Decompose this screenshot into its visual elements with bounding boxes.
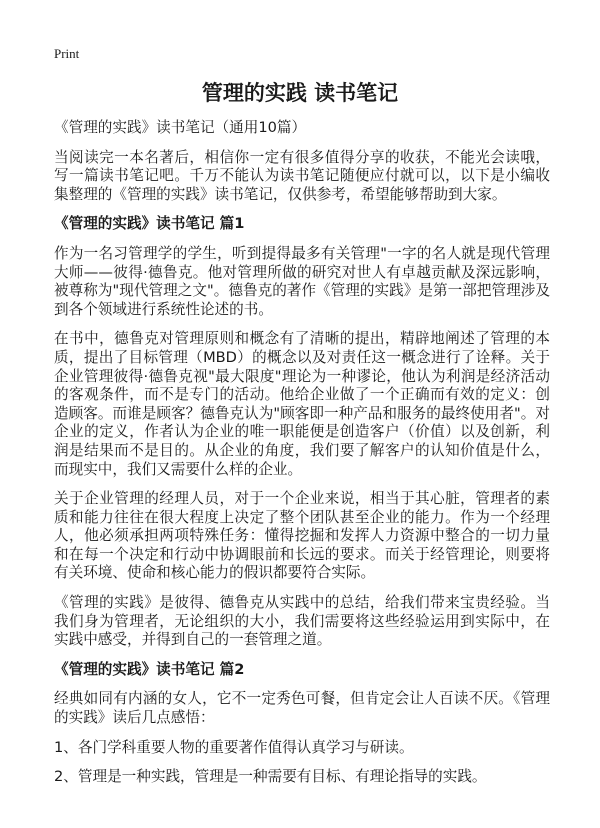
paragraph: 经典如同有内涵的女人，它不一定秀色可餐，但肯定会让人百读不厌。《管理的实践》读后几点感悟： — [54, 690, 550, 727]
list-item: 1、各门学科重要人物的重要著作值得认真学习与研读。 — [54, 738, 414, 756]
paragraph: 作为一名习管理学的学生，听到提得最多有关管理"一字的名人就是现代管理大师——彼得·德鲁克。他对管理所做的研究对世人有卓越贡献及深远影响，被尊称为"现代管理之文"。德鲁克的著作《管理的实践》是第一部把管理涉及到各个领域进行系统性论述的书。 — [54, 244, 550, 318]
list-item: 2、管理是一种实践，管理是一种需要有目标、有理论指导的实践。 — [54, 768, 487, 786]
subtitle: 《管理的实践》读书笔记（通用10篇） — [54, 119, 307, 136]
document-body — [54, 119, 550, 798]
section-heading: 《管理的实践》读书笔记 篇1 — [54, 215, 245, 233]
intro-paragraph: 当阅读完一本名著后，相信你一定有很多值得分享的收获，不能光会读哦，写一篇读书笔记吧。千万不能认为读书笔记随便应付就可以，以下是小编收集整理的《管理的实践》读书笔记，仅供参考，希望能够帮助到大家。 — [54, 148, 550, 203]
section-heading: 《管理的实践》读书笔记 篇2 — [54, 660, 245, 678]
paragraph: 在书中，德鲁克对管理原则和概念有了清晰的提出，精辟地阐述了管理的本质，提出了目标管理（MBD）的概念以及对责任这一概念进行了诠释。关于企业管理彼得·德鲁克视"最大限度"理论为一种谬论，他认为利润是经济活动的客观条件，而不是专门的活动。他给企业做了一个正确而有效的定义：创造顾客。而谁是顾客？德鲁克认为"顾客即一种产品和服务的最终使用者"。对企业的定义，作者认为企业的唯一职能便是创造客户（价值）以及创新，利润是结果而不是目的。从企业的角度，我们要了解客户的认知价值是什么，而现实中，我们又需要什么样的企业。 — [54, 330, 550, 478]
page-title: 管理的实践 读书笔记 — [201, 81, 399, 105]
print-link[interactable]: Print — [54, 46, 80, 61]
paragraph: 《管理的实践》是彼得、德鲁克从实践中的总结，给我们带来宝贵经验。当我们身为管理者，无论组织的大小，我们需要将这些经验运用到实际中，在实践中感受，并得到自己的一套管理之道。 — [54, 594, 550, 649]
paragraph: 关于企业管理的经理人员，对于一个企业来说，相当于其心脏，管理者的素质和能力往往在很大程度上决定了整个团队甚至企业的能力。作为一个经理人，他必须承担两项特殊任务：懂得挖掘和发挥人力资源中整合的一切力量和在每一个决定和行动中协调眼前和长远的要求。而关于经管理论，则要将有关环境、使命和核心能力的假识都要符合实际。 — [54, 490, 550, 582]
